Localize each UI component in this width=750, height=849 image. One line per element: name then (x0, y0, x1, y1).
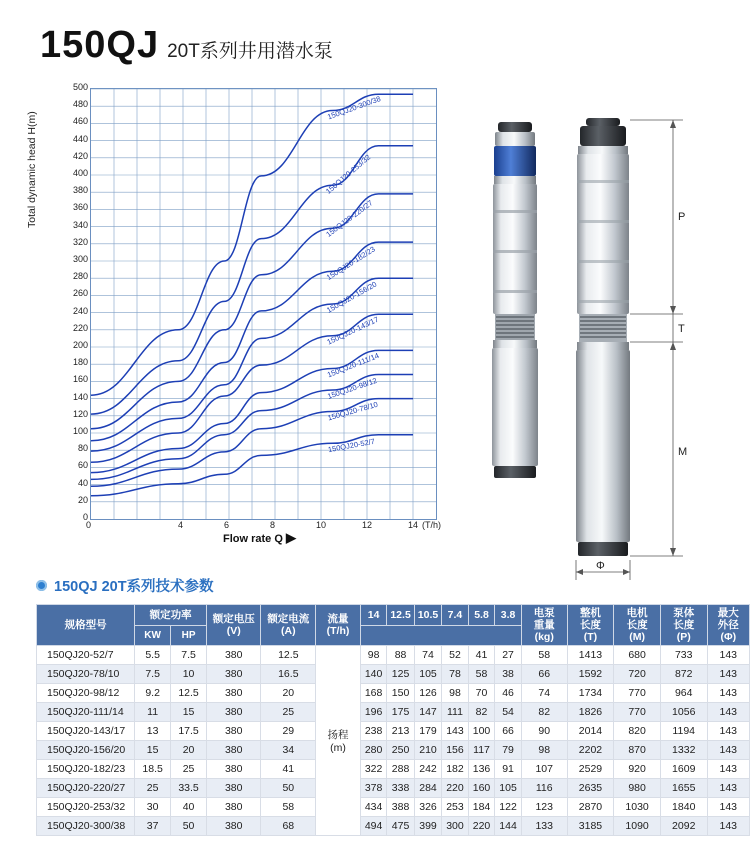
cell-head-3: 111 (442, 703, 469, 722)
cell-head-5: 27 (495, 646, 522, 665)
bullet-icon (36, 580, 47, 591)
table-row (37, 741, 750, 760)
chart-y-ticks (58, 82, 88, 522)
cell-head-4: 136 (468, 760, 495, 779)
chart-curve-label: 150QJ20-300/38 (326, 94, 382, 122)
cell-head-1: 150 (387, 684, 414, 703)
cell-head-3: 156 (442, 741, 469, 760)
cell-head-4: 41 (468, 646, 495, 665)
cell-head-4: 70 (468, 684, 495, 703)
y-tick-label: 200 (72, 340, 88, 350)
cell-weight: 74 (521, 684, 567, 703)
params-table (36, 604, 750, 836)
cell-model: 150QJ20-156/20 (37, 741, 135, 760)
cell-head-4: 117 (468, 741, 495, 760)
cell-head-4: 160 (468, 779, 495, 798)
cell-weight: 107 (521, 760, 567, 779)
cell-head-1: 250 (387, 741, 414, 760)
cell-head-0: 168 (360, 684, 387, 703)
cell-voltage: 380 (207, 798, 261, 817)
pump-illustrations (468, 60, 750, 572)
chart-plot-area (90, 88, 437, 520)
y-tick-label: 40 (77, 477, 88, 488)
cell-head-1: 175 (387, 703, 414, 722)
cell-head-2: 284 (414, 779, 441, 798)
cell-head-3: 52 (442, 646, 469, 665)
page-title (40, 24, 333, 67)
dimension-label-T: T (678, 323, 685, 335)
cell-head-1: 88 (387, 646, 414, 665)
cell-kw: 11 (135, 703, 171, 722)
y-tick-label: 340 (72, 219, 88, 230)
cell-weight: 58 (521, 646, 567, 665)
cell-model: 150QJ20-220/27 (37, 779, 135, 798)
cell-motor-length: 770 (614, 684, 661, 703)
cell-total-length: 1826 (567, 703, 614, 722)
y-tick-label: 280 (72, 271, 88, 282)
cell-voltage: 380 (207, 722, 261, 741)
y-tick-label: 60 (77, 460, 88, 471)
cell-motor-length: 920 (614, 760, 661, 779)
cell-head-3: 220 (442, 779, 469, 798)
cell-hp: 10 (171, 665, 207, 684)
th-flow-14: 14 (360, 605, 387, 626)
th-flow-74: 7.4 (442, 605, 469, 626)
y-tick-label: 260 (72, 288, 88, 299)
y-tick-label: 360 (72, 202, 88, 213)
th-current: 额定电流 (A) (261, 605, 316, 646)
cell-max-diameter: 143 (707, 646, 749, 665)
x-tick-label: 14 (408, 520, 419, 530)
chart-y-axis-label: Total dynamic head H(m) (26, 111, 38, 228)
th-flow-58: 5.8 (468, 605, 495, 626)
cell-head-5: 54 (495, 703, 522, 722)
cell-voltage: 380 (207, 741, 261, 760)
chart-curve-label: 150QJ20-182/23 (324, 244, 377, 282)
cell-weight: 123 (521, 798, 567, 817)
cell-pump-length: 1609 (660, 760, 707, 779)
cell-hp: 25 (171, 760, 207, 779)
cell-head-3: 300 (442, 817, 469, 836)
table-row (37, 817, 750, 836)
cell-max-diameter: 143 (707, 722, 749, 741)
y-tick-label: 300 (72, 254, 88, 264)
table-row (37, 646, 750, 665)
cell-weight: 133 (521, 817, 567, 836)
cell-head-3: 143 (442, 722, 469, 741)
title-main: 150QJ (40, 24, 160, 66)
cell-total-length: 1734 (567, 684, 614, 703)
x-axis-unit: (T/h) (422, 520, 441, 530)
cell-voltage: 380 (207, 817, 261, 836)
params-section-title: 150QJ 20T系列技术参数 (54, 579, 214, 595)
cell-hp: 33.5 (171, 779, 207, 798)
table-row (37, 684, 750, 703)
chart-svg (91, 89, 436, 519)
cell-max-diameter: 143 (707, 817, 749, 836)
cell-head-2: 74 (414, 646, 441, 665)
y-tick-label: 120 (72, 408, 88, 419)
th-weight: 电泵 重量 (kg) (521, 605, 567, 646)
cell-hp: 15 (171, 703, 207, 722)
cell-total-length: 2870 (567, 798, 614, 817)
cell-model: 150QJ20-300/38 (37, 817, 135, 836)
chart-curve-label: 150QJ20-253/32 (323, 152, 373, 196)
cell-head-3: 253 (442, 798, 469, 817)
cell-voltage: 380 (207, 703, 261, 722)
cell-head-5: 105 (495, 779, 522, 798)
cell-head-3: 98 (442, 684, 469, 703)
cell-weight: 66 (521, 665, 567, 684)
cell-head-5: 38 (495, 665, 522, 684)
cell-pump-length: 1840 (660, 798, 707, 817)
cell-total-length: 1413 (567, 646, 614, 665)
table-row (37, 665, 750, 684)
chart-curve-label: 150QJ20-156/20 (325, 279, 379, 315)
y-tick-label: 320 (72, 236, 88, 247)
cell-head-3: 182 (442, 760, 469, 779)
cell-head-0: 494 (360, 817, 387, 836)
cell-model: 150QJ20-98/12 (37, 684, 135, 703)
cell-voltage: 380 (207, 665, 261, 684)
dimension-label-M: M (678, 446, 688, 458)
cell-pump-length: 1194 (660, 722, 707, 741)
cell-max-diameter: 143 (707, 779, 749, 798)
cell-head-4: 184 (468, 798, 495, 817)
th-max-diameter: 最大 外径 (Φ) (707, 605, 749, 646)
chart-curve-label: 150QJ20-111/14 (325, 350, 381, 380)
dimension-label-phi: Φ (596, 560, 605, 572)
cell-kw: 15 (135, 741, 171, 760)
dimension-label-P: P (678, 211, 686, 223)
x-tick-label: 8 (270, 520, 276, 530)
table-row (37, 722, 750, 741)
chart-curve-label: 150QJ20-52/7 (327, 436, 376, 455)
x-tick-label: 6 (224, 520, 230, 530)
cell-head-0: 98 (360, 646, 387, 665)
cell-weight: 116 (521, 779, 567, 798)
cell-head-5: 79 (495, 741, 522, 760)
cell-head-0: 322 (360, 760, 387, 779)
x-tick-label: 4 (178, 520, 184, 530)
y-tick-label: 180 (72, 357, 88, 368)
cell-kw: 37 (135, 817, 171, 836)
cell-head-2: 126 (414, 684, 441, 703)
cell-head-4: 220 (468, 817, 495, 836)
table-row (37, 798, 750, 817)
y-tick-label: 140 (72, 391, 88, 402)
cell-model: 150QJ20-143/17 (37, 722, 135, 741)
cell-total-length: 2014 (567, 722, 614, 741)
cell-weight: 98 (521, 741, 567, 760)
cell-hp: 40 (171, 798, 207, 817)
y-tick-label: 400 (72, 168, 88, 178)
cell-current: 41 (261, 760, 316, 779)
cell-head-1: 388 (387, 798, 414, 817)
th-kw: KW (135, 625, 171, 645)
y-tick-label: 460 (72, 116, 88, 127)
cell-head-4: 58 (468, 665, 495, 684)
cell-max-diameter: 143 (707, 760, 749, 779)
cell-total-length: 1592 (567, 665, 614, 684)
cell-current: 12.5 (261, 646, 316, 665)
th-motor-length: 电机 长度 (M) (614, 605, 661, 646)
cell-hp: 20 (171, 741, 207, 760)
cell-current: 25 (261, 703, 316, 722)
cell-head-5: 91 (495, 760, 522, 779)
cell-pump-length: 1655 (660, 779, 707, 798)
cell-head-2: 210 (414, 741, 441, 760)
cell-head-1: 213 (387, 722, 414, 741)
cell-max-diameter: 143 (707, 684, 749, 703)
cell-current: 29 (261, 722, 316, 741)
cell-total-length: 2635 (567, 779, 614, 798)
cell-weight: 90 (521, 722, 567, 741)
title-sub: 20T系列井用潜水泵 (167, 41, 333, 62)
y-tick-label: 80 (77, 443, 88, 454)
cell-head-4: 82 (468, 703, 495, 722)
cell-motor-length: 770 (614, 703, 661, 722)
table-row (37, 703, 750, 722)
x-tick-label: 0 (86, 520, 92, 530)
th-pump-length: 泵体 长度 (P) (660, 605, 707, 646)
pump-right-illustration (576, 118, 630, 556)
th-flow: 流量 (T/h) (316, 605, 361, 646)
y-tick-label: 0 (82, 512, 88, 522)
cell-head-3: 78 (442, 665, 469, 684)
cell-head-0: 378 (360, 779, 387, 798)
cell-motor-length: 720 (614, 665, 661, 684)
cell-motor-length: 1030 (614, 798, 661, 817)
cell-head-5: 46 (495, 684, 522, 703)
y-tick-label: 500 (72, 82, 88, 92)
cell-model: 150QJ20-52/7 (37, 646, 135, 665)
chart-curve-label: 150QJ20-78/10 (326, 399, 379, 423)
y-tick-label: 240 (72, 305, 88, 316)
th-model: 规格型号 (37, 605, 135, 646)
cell-pump-length: 1332 (660, 741, 707, 760)
cell-max-diameter: 143 (707, 798, 749, 817)
cell-pump-length: 964 (660, 684, 707, 703)
cell-head-5: 66 (495, 722, 522, 741)
th-hp: HP (171, 625, 207, 645)
cell-current: 58 (261, 798, 316, 817)
cell-current: 20 (261, 684, 316, 703)
cell-model: 150QJ20-253/32 (37, 798, 135, 817)
cell-max-diameter: 143 (707, 741, 749, 760)
cell-total-length: 3185 (567, 817, 614, 836)
cell-voltage: 380 (207, 779, 261, 798)
th-voltage: 额定电压 (V) (207, 605, 261, 646)
cell-kw: 5.5 (135, 646, 171, 665)
cell-kw: 18.5 (135, 760, 171, 779)
cell-head-1: 475 (387, 817, 414, 836)
chart-x-axis-label: Flow rate Q ▶ (223, 530, 296, 545)
performance-chart (28, 78, 468, 548)
cell-head-1: 338 (387, 779, 414, 798)
cell-weight: 82 (521, 703, 567, 722)
x-tick-label: 12 (362, 520, 373, 530)
chart-curve-label: 150QJ20-220/27 (324, 198, 375, 239)
x-tick-label: 10 (316, 520, 327, 530)
cell-head-0: 238 (360, 722, 387, 741)
cell-current: 34 (261, 741, 316, 760)
y-tick-label: 480 (72, 99, 88, 110)
cell-head-2: 242 (414, 760, 441, 779)
y-tick-label: 20 (77, 494, 88, 505)
cell-kw: 25 (135, 779, 171, 798)
y-tick-label: 100 (72, 426, 88, 436)
cell-voltage: 380 (207, 684, 261, 703)
table-row (37, 779, 750, 798)
cell-model: 150QJ20-111/14 (37, 703, 135, 722)
cell-pump-length: 2092 (660, 817, 707, 836)
y-tick-label: 220 (72, 322, 88, 333)
cell-current: 68 (261, 817, 316, 836)
cell-model: 150QJ20-78/10 (37, 665, 135, 684)
table-row (37, 760, 750, 779)
th-total-length: 整机 长度 (T) (567, 605, 614, 646)
th-flow-38: 3.8 (495, 605, 522, 626)
cell-head-2: 179 (414, 722, 441, 741)
cell-head-0: 196 (360, 703, 387, 722)
y-tick-label: 440 (72, 133, 88, 144)
params-section-header (36, 575, 214, 596)
cell-max-diameter: 143 (707, 703, 749, 722)
cell-voltage: 380 (207, 646, 261, 665)
cell-pump-length: 872 (660, 665, 707, 684)
cell-motor-length: 980 (614, 779, 661, 798)
cell-model: 150QJ20-182/23 (37, 760, 135, 779)
cell-head-0: 434 (360, 798, 387, 817)
cell-head-2: 105 (414, 665, 441, 684)
cell-motor-length: 820 (614, 722, 661, 741)
y-tick-label: 420 (72, 150, 88, 161)
cell-head-1: 125 (387, 665, 414, 684)
chart-curve-label: 150QJ20-98/12 (326, 375, 379, 401)
cell-max-diameter: 143 (707, 665, 749, 684)
cell-current: 50 (261, 779, 316, 798)
cell-head-5: 122 (495, 798, 522, 817)
cell-head-4: 100 (468, 722, 495, 741)
cell-hp: 7.5 (171, 646, 207, 665)
cell-voltage: 380 (207, 760, 261, 779)
cell-head-2: 399 (414, 817, 441, 836)
chart-curve-label: 150QJ20-143/17 (325, 314, 380, 347)
cell-kw: 13 (135, 722, 171, 741)
cell-head-0: 280 (360, 741, 387, 760)
th-head-row (360, 625, 521, 645)
cell-head-1: 288 (387, 760, 414, 779)
cell-head-2: 326 (414, 798, 441, 817)
cell-pump-length: 733 (660, 646, 707, 665)
cell-pump-length: 1056 (660, 703, 707, 722)
cell-kw: 9.2 (135, 684, 171, 703)
cell-kw: 30 (135, 798, 171, 817)
cell-current: 16.5 (261, 665, 316, 684)
cell-hp: 50 (171, 817, 207, 836)
pump-left-illustration (492, 122, 538, 478)
y-tick-label: 160 (72, 374, 88, 385)
cell-motor-length: 1090 (614, 817, 661, 836)
th-power: 额定功率 (135, 605, 207, 626)
cell-hp: 17.5 (171, 722, 207, 741)
th-flow-125: 12.5 (387, 605, 414, 626)
cell-head-5: 144 (495, 817, 522, 836)
cell-head-2: 147 (414, 703, 441, 722)
cell-hp: 12.5 (171, 684, 207, 703)
cell-total-length: 2202 (567, 741, 614, 760)
cell-head-0: 140 (360, 665, 387, 684)
th-flow-105: 10.5 (414, 605, 441, 626)
cell-head-label: 扬程 (m) (316, 646, 361, 836)
cell-total-length: 2529 (567, 760, 614, 779)
cell-motor-length: 680 (614, 646, 661, 665)
cell-motor-length: 870 (614, 741, 661, 760)
y-tick-label: 380 (72, 185, 88, 196)
cell-kw: 7.5 (135, 665, 171, 684)
table-header-row-1 (37, 605, 750, 626)
